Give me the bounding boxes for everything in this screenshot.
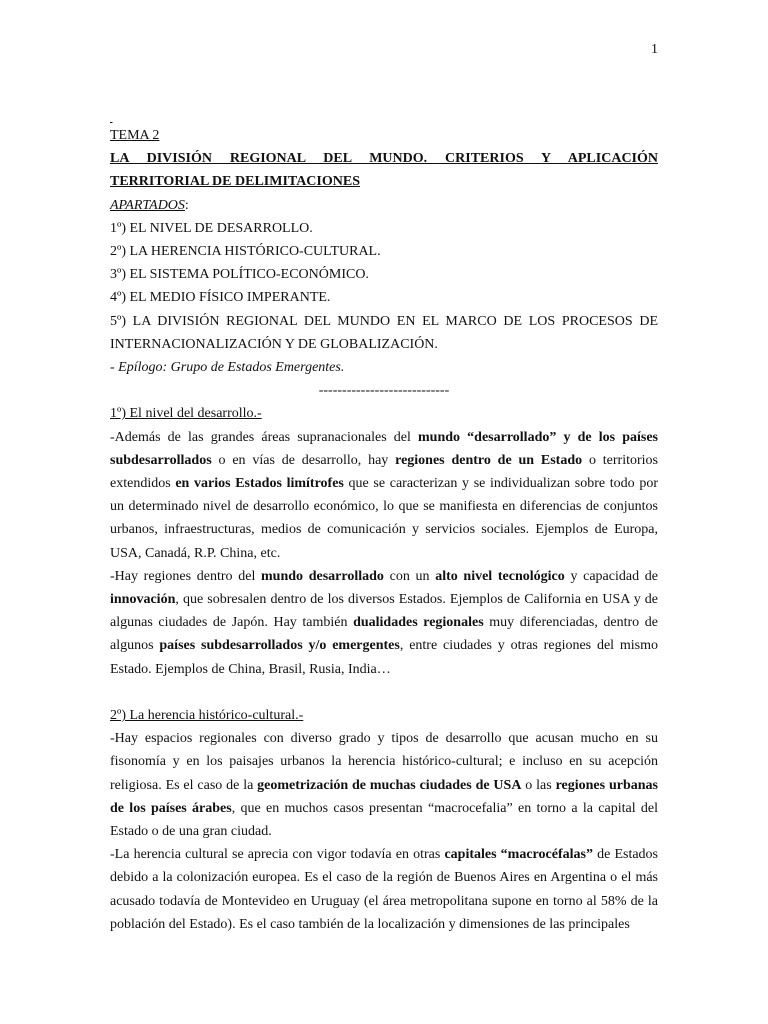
epilogo-text: - Epílogo: Grupo de Estados Emergentes.: [110, 360, 345, 376]
page-number: 1: [651, 42, 658, 57]
tema-title: [110, 147, 658, 193]
apartado-item-1: 1º) EL NIVEL DE DESARROLLO.: [110, 220, 313, 236]
tema-title-text: LA DIVISIÓN REGIONAL DEL MUNDO. CRITERIOS Y APLICACIÓN TERRITORIAL DE DELIMITACIONES: [110, 151, 658, 190]
section1-paragraph-1: [110, 426, 658, 565]
blank-line: [110, 681, 658, 704]
bold-run: regiones urbanas de los países árabes: [110, 777, 658, 816]
text-run: que se caracterizan y se individualizan sobre todo por un determinado nivel de desarrollo económico, lo que se manifiesta en diferencias de conjuntos urbanos, infraestructuras, medios de comunicación y servicios sociales. Ejemplos de Europa, USA, Canadá, R.P. China, etc.: [110, 476, 658, 561]
section2-paragraph-1: [110, 727, 658, 843]
bold-run: alto nivel tecnológico: [435, 568, 565, 584]
bold-run: dualidades regionales: [353, 615, 484, 631]
apartado-item-3: 3º) EL SISTEMA POLÍTICO-ECONÓMICO.: [110, 267, 369, 283]
text-run: , entre ciudades y otras regiones del mismo Estado. Ejemplos de China, Brasil, Rusia, India…: [110, 638, 658, 677]
bold-run: países subdesarrollados y/o emergentes: [159, 638, 400, 654]
bold-run: mundo desarrollado: [261, 568, 384, 584]
bold-run: geometrización de muchas ciudades de USA: [257, 777, 522, 793]
text-run: o territorios extendidos: [110, 452, 658, 492]
text-run: , que sobresalen dentro de los diversos Estados. Ejemplos de California en USA y de algunas ciudades de Japón. Hay también: [110, 592, 658, 631]
section2-heading: 2º) La herencia histórico-cultural.-: [110, 708, 304, 724]
text-run: o las: [521, 777, 556, 793]
text-run: -Hay espacios regionales con diverso grado y tipos de desarrollo que acusan mucho en su fisonomía y en los paisajes urbanos la herencia histórico-cultural; e incluso en su acepción religiosa. Es el caso de la: [110, 731, 658, 793]
bold-run: en varios Estados limítrofes: [175, 476, 344, 492]
section1-heading: 1º) El nivel del desarrollo.-: [110, 406, 262, 422]
apartados-heading: [110, 194, 658, 217]
apartado-item-4: 4º) EL MEDIO FÍSICO IMPERANTE.: [110, 290, 331, 306]
apartado-item-2: 2º) LA HERENCIA HISTÓRICO-CULTURAL.: [110, 244, 381, 260]
epilogo: [110, 356, 658, 379]
section-separator: ----------------------------: [318, 383, 450, 399]
section2-paragraph-2: [110, 843, 658, 936]
text-run: o en vías de desarrollo, hay: [211, 452, 396, 468]
apartados-label: APARTADOS: [110, 197, 185, 213]
apartados-colon: :: [184, 197, 189, 213]
document-body: [110, 114, 658, 936]
bold-run: regiones dentro de un Estado: [395, 452, 583, 468]
apartado-item-5: 5º) LA DIVISIÓN REGIONAL DEL MUNDO EN EL MARCO DE LOS PROCESOS DE INTERNACIONALIZACIÓN Y DE GLOBALIZACIÓN.: [110, 313, 658, 352]
text-run: -Además de las grandes áreas supranacionales del: [110, 429, 419, 445]
text-run: con un: [383, 568, 436, 584]
section1-paragraph-2: [110, 565, 658, 681]
bold-run: mundo “desarrollado” y de los países subdesarrollados: [110, 429, 658, 468]
text-run: , que en muchos casos presentan “macrocefalia” en torno a la capital del Estado o de una gran ciudad.: [110, 800, 658, 840]
text-run: muy diferenciadas, dentro de algunos: [110, 615, 658, 654]
bold-run: capitales “macrocéfalas”: [444, 847, 593, 863]
bold-run: innovación: [110, 592, 176, 608]
text-run: -La herencia cultural se aprecia con vigor todavía en otras: [110, 847, 445, 863]
text-run: -Hay regiones dentro del: [110, 568, 262, 584]
underline-mark: [110, 114, 658, 124]
text-run: de Estados debido a la colonización europea. Es el caso de la región de Buenos Aires en Argentina o el más acusado todavía de Montevideo en Uruguay (el área metropolitana supone en torno al 58% de la población del Estado). Es el caso también de la localización y dimensiones de las principales: [110, 847, 658, 932]
text-run: y capacidad de: [564, 568, 658, 584]
tema-label: TEMA 2: [110, 128, 160, 143]
